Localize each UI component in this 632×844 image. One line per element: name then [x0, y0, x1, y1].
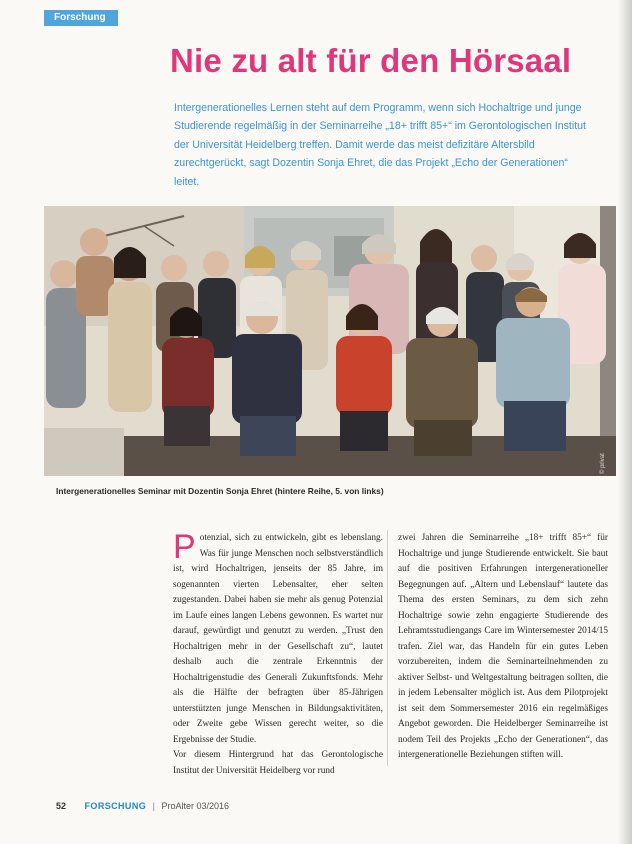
body-column-2: [398, 531, 608, 764]
drop-cap: P: [173, 528, 196, 566]
footer-separator: |: [152, 801, 155, 811]
article-headline: Nie zu alt für den Hörsaal: [170, 42, 572, 79]
body-paragraph: otenzial, sich zu entwickeln, gibt es lebenslang. Was für junge Menschen noch selbstverständlich ist, wird Hochaltrigen, jenseits der 85 Jahre, im sogenannten vierten Lebensalter, eher selten zugestanden. Dabei haben sie mehr als genug Potenzial im Laufe eines langen Lebens gewonnen. Es wartet nur darauf, gewürdigt und genutzt zu werden. „Trust den Hochaltrigen mehr in der Gesellschaft zu“, lautet deshalb auch die zentrale Erkenntnis der Hochaltrigenstudie des Generali Zukunftsfonds. Mehr als die Hälfte der befragten über 85-Jährigen unterstützten junge Menschen in Bildungsaktivitäten, oder Zweite gebe Wissen gerecht weiter, so die Ergebnisse der Studie.: [173, 533, 383, 745]
group-photo-illustration: [44, 206, 616, 476]
body-paragraph: Vor diesem Hintergrund hat das Gerontologische Institut der Universität Heidelberg vor rund: [173, 750, 383, 776]
column-divider: [387, 530, 388, 766]
page-edge-shadow: [618, 0, 632, 844]
body-column-1: [173, 528, 383, 779]
footer-section: FORSCHUNG: [84, 801, 147, 811]
page-footer: [56, 801, 229, 811]
group-photo: [44, 206, 616, 476]
photo-caption: Intergenerationelles Seminar mit Dozentin Sonja Ehret (hintere Reihe, 5. von links): [56, 486, 384, 496]
page-number: 52: [56, 801, 67, 811]
body-paragraph: zwei Jahren die Seminarreihe „18+ trifft 85+“ für Hochaltrige und junge Studierende entwickelt. Sie baut auf die positiven Erfahrungen intergenerationeller Begegnungen auf. „Altern und Lebenslauf“ lautete das Thema des ersten Seminars, zu dem sich zehn Hochaltrige sowie zehn engagierte Studierende des Lehramtsstudiengangs Care im Wintersemester 2014/15 trafen. Ziel war, das Handeln für ein gutes Leben vorzubereiten, indem die Seminarteilnehmenden zu aktiver Selbst- und Weltgestaltung beitragen sollten, die in jedem Lebensalter möglich ist. Aus dem Pilotprojekt ist seit dem Sommersemester 2016 ein regelmäßiges Angebot geworden. Die Heidelberger Seminarreihe ist nodem Teil des Projekts „Echo der Generationen“, das intergenerationelle Beziehungen stiften will.: [398, 533, 608, 760]
photo-credit: © privat: [600, 453, 606, 474]
section-tag: Forschung: [44, 10, 118, 26]
footer-publication: ProAlter 03/2016: [161, 801, 230, 811]
article-lead: Intergenerationelles Lernen steht auf dem Programm, wenn sich Hochaltrige und junge Studierende regelmäßig in der Seminarreihe „18+ trifft 85+“ im Gerontologischen Institut der Universität Heidelberg treffen. Damit werde das meist defizitäre Altersbild zurechtgerückt, sagt Dozentin Sonja Ehret, die das Projekt „Echo der Generationen“ leitet.: [174, 102, 586, 188]
